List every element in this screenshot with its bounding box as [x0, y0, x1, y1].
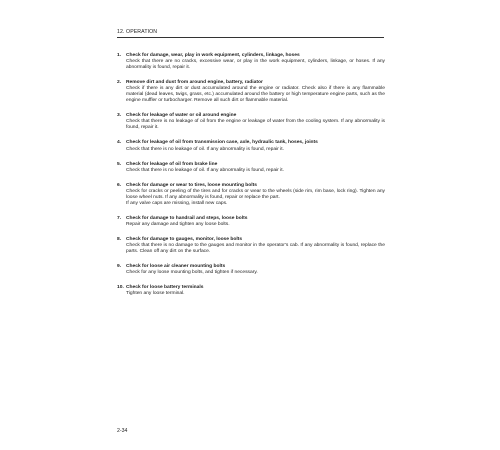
item-description: Check that there is no damage to the gauges and monitor in the operator's cab. If any abnormality is found, replace the parts. Clean off any dirt on the surface. [126, 242, 385, 255]
item-title: Check for damage to handrail and steps, loose bolts [126, 215, 248, 221]
item-description: Repair any damage and tighten any loose bolts. [126, 221, 230, 227]
list-item [117, 140, 385, 152]
list-item [117, 237, 385, 255]
item-description: If any valve caps are missing, install new caps. [126, 200, 228, 206]
item-number: 6. [117, 182, 122, 188]
inspection-list [117, 53, 385, 306]
item-body [126, 53, 385, 71]
item-body [126, 285, 385, 297]
item-title: Check for damage or wear to tires, loose mounting bolts [126, 182, 257, 188]
item-description: Check that there is no leakage of oil. If any abnormality is found, repair it. [126, 167, 284, 173]
list-item [117, 162, 385, 174]
item-body [126, 140, 385, 152]
item-title: Check for damage, wear, play in work equipment, cylinders, linkage, hoses [126, 53, 300, 58]
section-header: 12. OPERATION [117, 29, 384, 38]
list-item [117, 53, 385, 71]
item-number: 1. [117, 53, 122, 58]
list-item [117, 264, 385, 276]
item-body [126, 80, 385, 104]
item-number: 4. [117, 140, 122, 146]
item-number: 7. [117, 215, 122, 221]
list-item [117, 216, 385, 228]
item-body [126, 237, 385, 255]
page-number: 2-34 [117, 428, 128, 434]
item-description: Tighten any loose terminal. [126, 291, 185, 297]
item-title: Check for leakage of water or oil around engine [126, 113, 237, 119]
item-number: 8. [117, 236, 122, 242]
item-title: Check for loose air cleaner mounting bolts [126, 264, 226, 270]
item-title: Check for leakage of oil from transmission case, axle, hydraulic tank, hoses, joints [126, 140, 318, 146]
item-body [126, 162, 385, 174]
item-body [126, 216, 385, 228]
list-item [117, 80, 385, 104]
item-description: Check that there are no cracks, excessive wear, or play in the work equipment, cylinders, linkage, or hoses. If any abnormality is found, repair it. [126, 59, 385, 71]
item-number: 5. [117, 161, 122, 167]
item-body [126, 113, 385, 131]
item-title: Remove dirt and dust from around engine, battery, radiator [126, 80, 263, 86]
item-description: Check if there is any dirt or dust accumulated around the engine or radiator. Check also if there is any flammable material (dead leaves, twigs, grass, etc.) accumulated around the battery or high temperature engine parts, such as the engine muffler or turbocharger. Remove all such dirt or flammable material. [126, 86, 385, 104]
item-title: Check for loose battery terminals [126, 285, 204, 291]
item-title: Check for leakage of oil from brake line [126, 161, 218, 167]
item-title: Check for damage to gauges, monitor, loose bolts [126, 236, 243, 242]
item-number: 3. [117, 113, 122, 119]
item-description: Check for any loose mounting bolts, and tighten if necessary. [126, 270, 258, 276]
item-body [126, 264, 385, 276]
item-number: 10. [117, 285, 124, 291]
list-item [117, 113, 385, 131]
item-description: Check that there is no leakage of oil. If any abnormality is found, repair it. [126, 146, 284, 152]
item-number: 2. [117, 80, 122, 86]
list-item [117, 285, 385, 297]
list-item [117, 183, 385, 207]
item-description: Check that there is no leakage of oil from the engine or leakage of water from the cooling system. If any abnormality is found, repair it. [126, 119, 385, 131]
item-number: 9. [117, 264, 122, 270]
item-body [126, 183, 385, 207]
item-description: Check for cracks or peeling of the tires and for cracks or wear to the wheels (side rim, rim base, lock ring). Tighten any loose wheel nuts. If any abnormality is found, repair or replace the part. [126, 188, 385, 200]
